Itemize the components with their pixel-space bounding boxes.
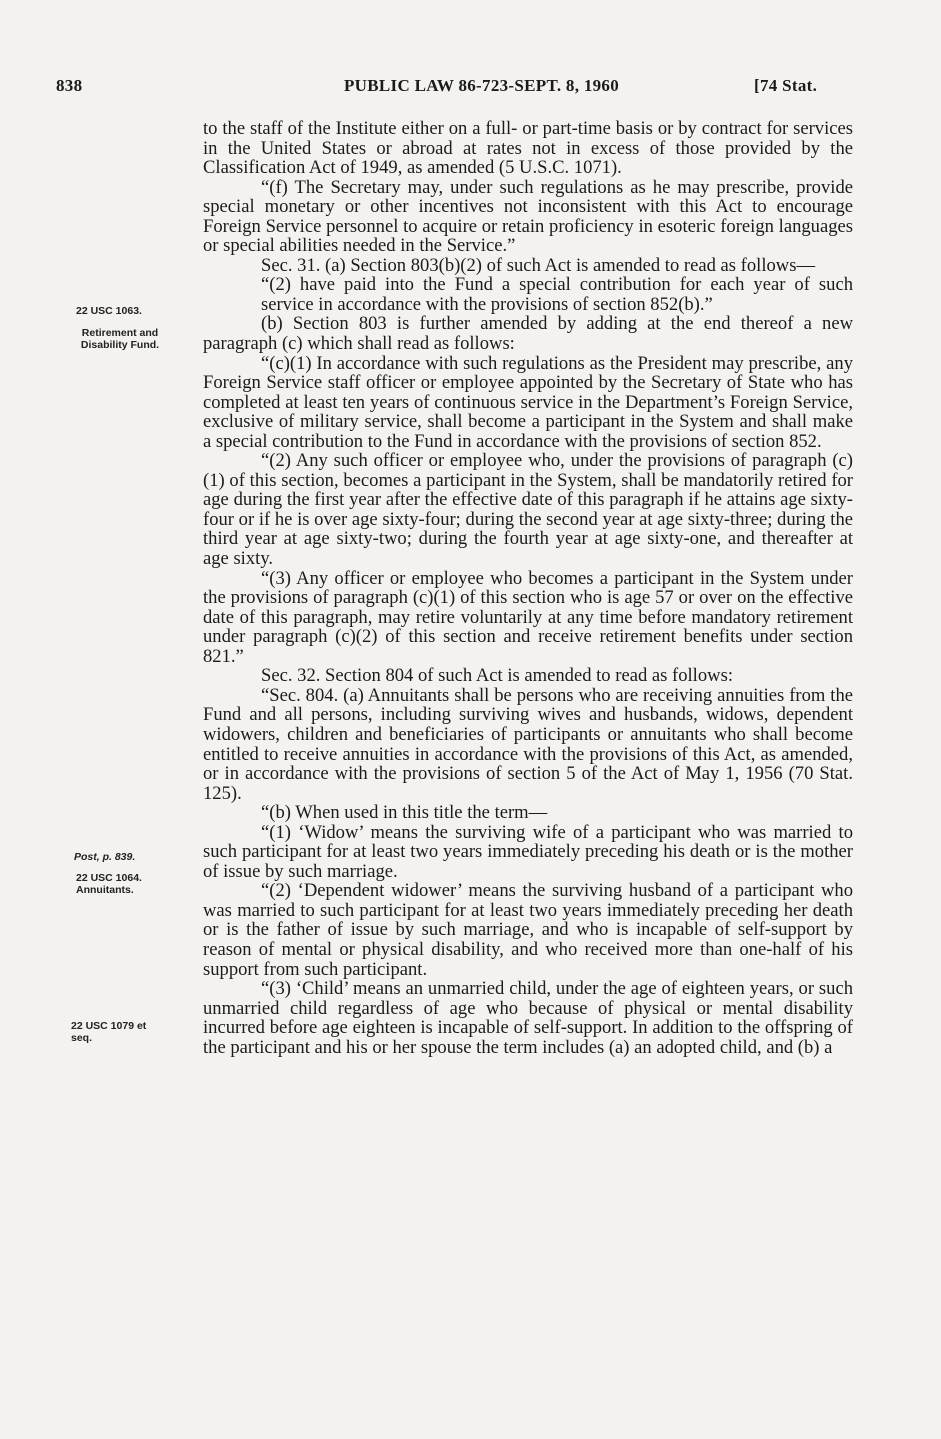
paragraph: to the staff of the Institute either on a full- or part-time basis or by contract for services in the United States or abroad at rates not in excess of those provided by the Classification Act of 1949, as amended (5 U.S.C. 1071). — [203, 118, 853, 179]
margin-note-usc-1063: 22 USC 1063. — [76, 305, 142, 317]
paragraph: “(b) When used in this title the term— — [261, 802, 548, 824]
paragraph: “(3) ‘Child’ means an unmarried child, under the age of eighteen years, or such unmarried child regardless of age who because of physical or mental disability incurred before age eighteen is incapable of self-support. In addition to the offspring of the participant and his or her spouse the term includes (a) an adopted child, and (b) a — [203, 978, 853, 1058]
margin-note-post: Post, p. 839. — [74, 851, 136, 863]
body-text — [203, 119, 853, 1057]
page-number: 838 — [56, 76, 83, 95]
running-title: PUBLIC LAW 86-723-SEPT. 8, 1960 — [344, 76, 620, 95]
margin-note-usc-1079-cite: 22 USC 1079 et — [71, 1020, 147, 1032]
margin-note-retirement-fund: Retirement and Disability Fund. — [80, 327, 160, 351]
margin-note-annuitants: Annuitants. — [76, 884, 134, 896]
statute-reference: [74 Stat. — [754, 76, 818, 95]
margin-note-seq: seq. — [71, 1032, 93, 1044]
margin-note-usc-1079 — [71, 1020, 146, 1044]
margin-note-usc-1064-cite: 22 USC 1064. — [76, 872, 142, 884]
paragraph: (b) Section 803 is further amended by adding at the end thereof a new paragraph (c) which shall read as follows: — [203, 313, 853, 355]
paragraph: “(1) ‘Widow’ means the surviving wife of a participant who was married to such participant for at least two years immediately preceding his death or is the mother of issue by such marriage. — [203, 821, 853, 882]
paragraph: “(2) have paid into the Fund a special contribution for each year of such service in accordance with the provisions of section 852(b).” — [261, 274, 853, 315]
section-32-heading: Sec. 32. Section 804 of such Act is amended to read as follows: — [261, 665, 733, 687]
paragraph: “(3) Any officer or employee who becomes a participant in the System under the provisions of paragraph (c)(1) of this section who is age 57 or over on the effective date of this paragraph, may retire voluntarily at any time before mandatory retirement under paragraph (c)(2) of this section and receive retirement benefits under section 821.” — [203, 567, 853, 667]
paragraph: “(c)(1) In accordance with such regulations as the President may prescribe, any Foreign Service staff officer or employee appointed by the Secretary of State who has completed at least ten years of continuous service in the Department’s Foreign Service, exclusive of military service, shall become a participant in the System and shall make a special contribution to the Fund in accordance with the provisions of section 852. — [203, 352, 853, 452]
paragraph: “Sec. 804. (a) Annuitants shall be persons who are receiving annuities from the Fund and all persons, including surviving wives and husbands, widows, dependent widowers, children and beneficiaries of participants or annuitants who shall become entitled to receive annuities in accordance with the provisions of this Act, as amended, or in accordance with the provisions of section 5 of the Act of May 1, 1956 (70 Stat. 125). — [203, 684, 853, 804]
paragraph: “(f) The Secretary may, under such regulations as he may prescribe, provide special monetary or other incentives not inconsistent with this Act to encourage Foreign Service personnel to acquire or retain proficiency in esoteric foreign languages or special abilities needed in the Service.” — [203, 176, 853, 257]
paragraph: “(2) Any such officer or employee who, under the provisions of paragraph (c)(1) of this section, becomes a participant in the System, shall be mandatorily retired for age during the first year after the effective date of this paragraph if he attains age sixty-four or if he is over age sixty-four; during the second year at age sixty-three; during the third year at age sixty-two; during the fourth year at age sixty-one, and thereafter at age sixty. — [203, 450, 853, 570]
margin-note-usc-1064 — [76, 872, 142, 896]
section-31-heading: Sec. 31. (a) Section 803(b)(2) of such Act is amended to read as follows— — [261, 254, 816, 276]
paragraph: “(2) ‘Dependent widower’ means the surviving husband of a participant who was married to such participant for at least two years immediately preceding her death or is the father of issue by such marriage, and who is incapable of self-support by reason of mental or physical disability, and who received more than one-half of his support from such participant. — [203, 880, 853, 980]
